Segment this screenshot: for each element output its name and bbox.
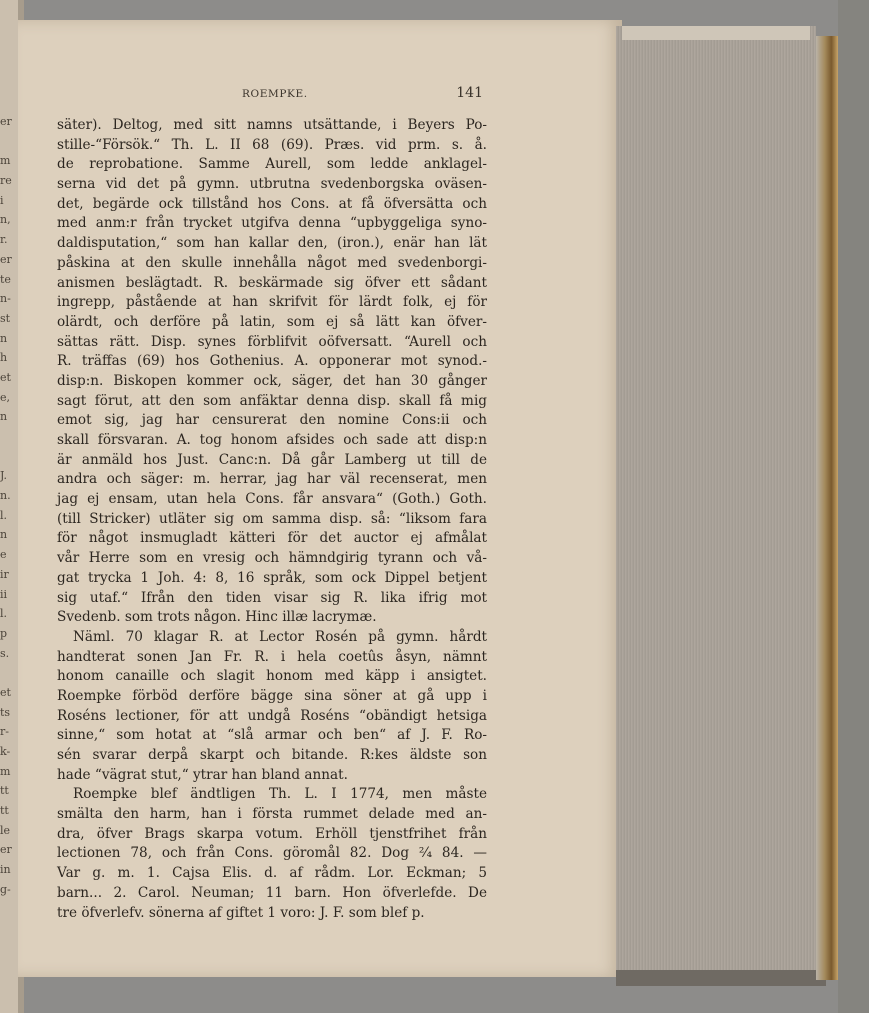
margin-fragment: in <box>0 863 11 877</box>
margin-fragment: er <box>0 252 12 266</box>
margin-fragment: n <box>0 528 8 542</box>
margin-fragment: n, <box>0 213 11 227</box>
margin-fragment <box>0 132 18 152</box>
text-line: ingrepp, påstående at han skrifvit för lärdt folk, ej för <box>57 294 487 311</box>
text-line: med anm:r från trycket utgifva denna “upbyggeliga syno- <box>57 215 487 232</box>
margin-fragment: le <box>0 823 11 837</box>
margin-fragment: l. <box>0 607 8 621</box>
margin-fragment: ts <box>0 705 11 719</box>
text-line: honom canaille och slagit honom med käpp i ansigtet. <box>57 668 487 685</box>
page-stack-top <box>622 26 810 40</box>
text-line: olärdt, och derföre på latin, som ej så lätt kan öfver- <box>57 313 487 330</box>
text-line: (till Stricker) utläter sig om samma disp. så: “liksom fara <box>57 510 487 527</box>
margin-fragment: m <box>0 764 11 778</box>
previous-page-fragments <box>0 112 18 900</box>
margin-fragment: s. <box>0 646 10 660</box>
text-line: andra och säger: m. herrar, jag har väl recenserat, men <box>57 471 487 488</box>
text-line: sig utaf.“ Ifrån den tiden visar sig R. lika ifrig mot <box>57 589 487 606</box>
text-line: Roempke förböd derföre bägge sina söner at gå upp i <box>57 687 487 704</box>
text-line: emot sig, jag har censurerat den nomine Cons:ii och <box>57 412 487 429</box>
text-line: Roséns lectioner, för att undgå Roséns “obändigt hetsiga <box>57 707 487 724</box>
text-line: lectionen 78, och från Cons. göromål 82. Dog ²⁄₄ 84. — <box>57 845 487 862</box>
text-line: Roempke blef ändtligen Th. L. I 1774, men måste <box>73 786 487 803</box>
text-line: tre öfverlefv. sönerna af giftet 1 voro: J. F. som blef p. <box>57 904 425 921</box>
margin-fragment: tt <box>0 784 9 798</box>
margin-fragment: et <box>0 685 11 699</box>
text-line: daldisputation,“ som han kallar den, (iron.), enär han lät <box>57 235 487 252</box>
margin-fragment: l. <box>0 508 8 522</box>
text-line: är anmäld hos Just. Canc:n. Då går Lamberg ut till de <box>57 451 487 468</box>
margin-fragment: n- <box>0 292 11 306</box>
text-line: handterat sonen Jan Fr. R. i hela coetûs åsyn, nämnt <box>57 648 487 665</box>
text-line: vår Herre som en vresig och hämndgirig tyrann och vå- <box>57 550 487 567</box>
book-page <box>18 20 622 977</box>
margin-fragment: n <box>0 410 8 424</box>
margin-fragment: te <box>0 272 11 286</box>
book-cover-edge <box>816 36 838 980</box>
margin-fragment: i <box>0 193 4 207</box>
text-line: sinne,“ som hotat at “slå armar och ben“ af J. F. Ro- <box>57 727 487 744</box>
margin-fragment: re <box>0 174 12 188</box>
margin-fragment: et <box>0 370 11 384</box>
margin-fragment: r- <box>0 725 9 739</box>
text-line: de reprobatione. Samme Aurell, som ledde anklagel- <box>57 156 487 173</box>
text-line: sén svarar derpå skarpt och bitande. R:kes äldste son <box>57 747 487 763</box>
text-line: Svedenb. som trots någon. Hinc illæ lacrymæ. <box>57 609 377 626</box>
text-line: stille-“Försök.“ Th. L. II 68 (69). Præs. vid prm. s. å. <box>57 136 487 153</box>
text-line: smälta den harm, han i första rummet delade med an- <box>57 806 487 823</box>
margin-fragment: m <box>0 154 11 168</box>
text-line: Var g. m. 1. Cajsa Elis. d. af rådm. Lor. Eckman; 5 <box>57 865 487 882</box>
page-stack-edge <box>616 26 816 986</box>
text-line: sagt förut, att den som anfäktar denna disp. skall få mig <box>57 392 487 409</box>
text-line: dra, öfver Brags skarpa votum. Erhöll tjenstfrihet från <box>57 825 487 842</box>
margin-fragment: st <box>0 311 11 325</box>
margin-fragment <box>0 447 18 467</box>
text-line: anismen beslägtadt. R. beskärmade sig öfver ett sådant <box>57 274 487 291</box>
page-stack-bottom <box>616 970 826 986</box>
text-line: för något insmugladt kätteri för det auctor ej afmålat <box>57 530 487 547</box>
text-line: det, begärde ock tillstånd hos Cons. at få öfversätta och <box>57 195 487 212</box>
text-line: sättas rätt. Disp. synes förblifvit oöfversatt. “Aurell och <box>57 333 487 350</box>
text-line: jag ej ensam, utan hela Cons. får ansvara“ (Goth.) Goth. <box>57 491 487 508</box>
margin-fragment: h <box>0 351 8 365</box>
margin-fragment: r. <box>0 233 8 247</box>
text-line: hade “vägrat stut,“ ytrar han bland annat. <box>57 766 348 783</box>
text-line: säter). Deltog, med sitt namns utsättande, i Beyers Po- <box>57 117 487 133</box>
margin-fragment: tt <box>0 804 9 818</box>
margin-fragment: g- <box>0 882 11 896</box>
margin-fragment: n <box>0 331 8 345</box>
body-text <box>57 116 487 923</box>
margin-fragment <box>0 663 18 683</box>
text-line: gat trycka 1 Joh. 4: 8, 16 språk, som ock Dippel betjent <box>57 569 487 586</box>
running-head <box>57 85 487 110</box>
background <box>838 0 869 1013</box>
text-line: påskina at den skulle innehålla något med svedenborgi- <box>57 254 487 271</box>
text-line: Näml. 70 klagar R. at Lector Rosén på gymn. hårdt <box>73 628 487 645</box>
margin-fragment: p <box>0 626 8 640</box>
running-title: ROEMPKE. <box>242 88 308 100</box>
text-line: barn... 2. Carol. Neuman; 11 barn. Hon öfverlefde. De <box>57 884 487 901</box>
margin-fragment: ir <box>0 567 9 581</box>
margin-fragment: ii <box>0 587 8 601</box>
margin-fragment: er <box>0 115 12 128</box>
text-line: serna vid det på gymn. utbrutna svedenborgska oväsen- <box>57 176 487 193</box>
margin-fragment: e <box>0 548 7 562</box>
margin-fragment: er <box>0 843 12 857</box>
text-block <box>57 85 487 923</box>
margin-fragment: J. <box>0 469 8 483</box>
margin-fragment <box>0 427 18 447</box>
margin-fragment: n. <box>0 489 11 503</box>
margin-fragment: k- <box>0 745 11 758</box>
page-number: 141 <box>456 85 483 101</box>
text-line: R. träffas (69) hos Gothenius. A. opponerar mot synod.- <box>57 353 487 370</box>
text-line: disp:n. Biskopen kommer ock, säger, det han 30 gånger <box>57 372 487 389</box>
text-line: skall försvaran. A. tog honom afsides och sade att disp:n <box>57 432 487 448</box>
margin-fragment: e, <box>0 390 11 404</box>
